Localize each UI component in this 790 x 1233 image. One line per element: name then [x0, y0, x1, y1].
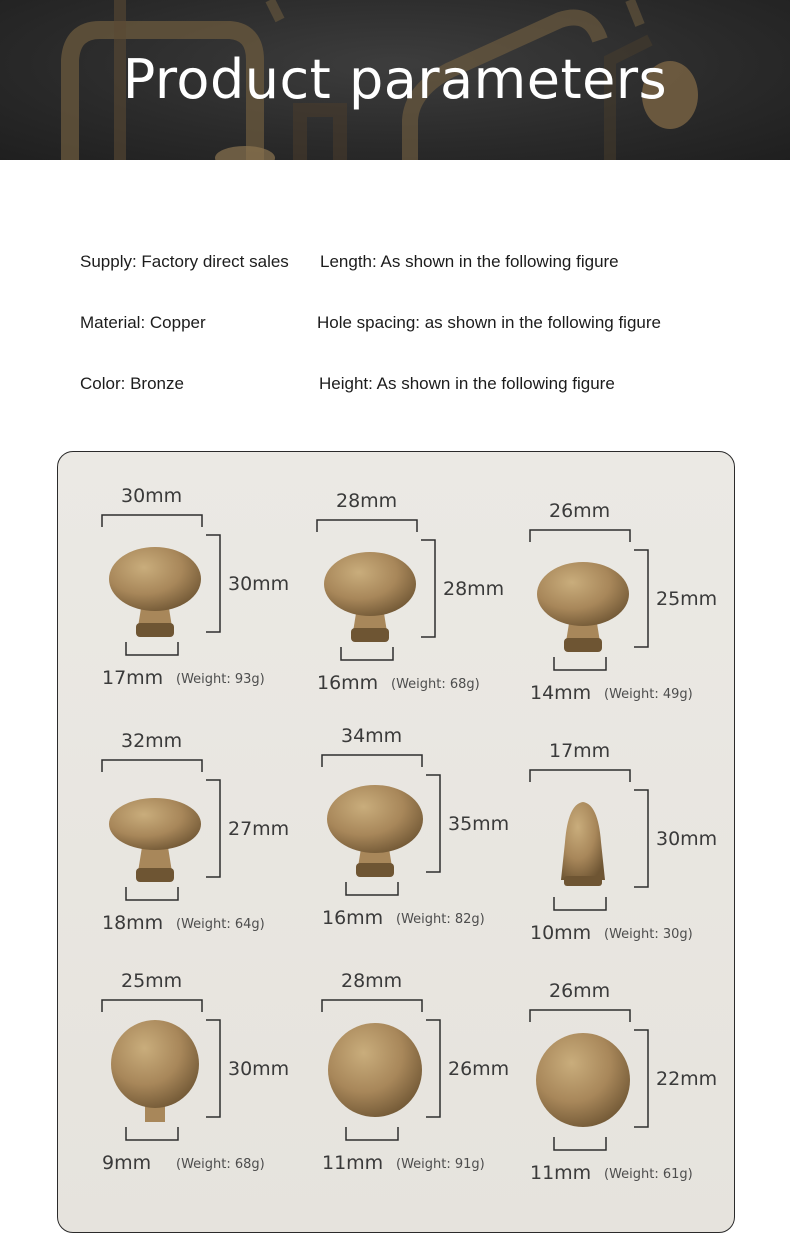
knob-image	[536, 1033, 630, 1127]
knob-base-label: 16mm	[322, 907, 384, 929]
knob-weight-label: (Weight: 61g)	[604, 1167, 693, 1182]
spec-supply: Supply: Factory direct sales	[80, 252, 289, 271]
base-bracket	[346, 882, 398, 895]
base-bracket	[554, 897, 606, 910]
knob-image	[327, 785, 423, 877]
knob-height-label: 30mm	[656, 828, 718, 850]
knob-height-label: 30mm	[228, 573, 290, 595]
knob-image	[561, 802, 605, 886]
height-bracket	[206, 780, 220, 877]
spec-material: Material: Copper	[80, 313, 206, 332]
knob-base-label: 11mm	[530, 1162, 592, 1184]
page-title: Product parameters	[122, 48, 668, 111]
width-bracket	[322, 755, 422, 767]
knob-image	[537, 562, 629, 652]
knob-width-label: 26mm	[549, 500, 611, 522]
knob-width-label: 28mm	[341, 970, 403, 992]
knob-image	[328, 1023, 422, 1117]
knob-spec-4	[78, 722, 303, 962]
knob-height-label: 35mm	[448, 813, 510, 835]
width-bracket	[530, 530, 630, 542]
height-bracket	[634, 1030, 648, 1127]
height-bracket	[206, 1020, 220, 1117]
width-bracket	[102, 760, 202, 772]
knob-width-label: 17mm	[549, 740, 611, 762]
height-bracket	[634, 790, 648, 887]
knob-image	[324, 552, 416, 642]
knob-spec-1	[78, 477, 303, 717]
knob-height-label: 26mm	[448, 1058, 510, 1080]
knob-base-label: 16mm	[317, 672, 379, 694]
spec-length: Length: As shown in the following figure	[320, 252, 619, 271]
knob-height-label: 27mm	[228, 818, 290, 840]
knob-height-label: 22mm	[656, 1068, 718, 1090]
knob-width-label: 26mm	[549, 980, 611, 1002]
knob-weight-label: (Weight: 82g)	[396, 912, 485, 927]
knob-base-label: 14mm	[530, 682, 592, 704]
knob-height-label: 30mm	[228, 1058, 290, 1080]
base-bracket	[126, 1127, 178, 1140]
width-bracket	[317, 520, 417, 532]
base-bracket	[554, 1137, 606, 1150]
knob-base-label: 9mm	[102, 1152, 152, 1174]
knob-image	[111, 1020, 199, 1122]
knob-base-label: 18mm	[102, 912, 164, 934]
width-bracket	[530, 1010, 630, 1022]
base-bracket	[554, 657, 606, 670]
height-bracket	[634, 550, 648, 647]
height-bracket	[426, 1020, 440, 1117]
width-bracket	[322, 1000, 422, 1012]
knob-weight-label: (Weight: 64g)	[176, 917, 265, 932]
spec-color: Color: Bronze	[80, 374, 184, 393]
knob-width-label: 28mm	[336, 490, 398, 512]
knob-spec-6	[506, 732, 731, 972]
dimension-panel	[57, 451, 735, 1233]
knob-image	[109, 798, 201, 882]
knob-image	[109, 547, 201, 637]
width-bracket	[102, 1000, 202, 1012]
base-bracket	[341, 647, 393, 660]
knob-weight-label: (Weight: 68g)	[391, 677, 480, 692]
knob-weight-label: (Weight: 91g)	[396, 1157, 485, 1172]
base-bracket	[346, 1127, 398, 1140]
base-bracket	[126, 887, 178, 900]
knob-width-label: 30mm	[121, 485, 183, 507]
knob-spec-8	[298, 962, 523, 1202]
knob-height-label: 28mm	[443, 578, 505, 600]
spec-hole-spacing: Hole spacing: as shown in the following figure	[317, 313, 661, 332]
knob-spec-2	[293, 482, 518, 722]
knob-spec-7	[78, 962, 303, 1202]
knob-weight-label: (Weight: 49g)	[604, 687, 693, 702]
knob-base-label: 11mm	[322, 1152, 384, 1174]
base-bracket	[126, 642, 178, 655]
knob-spec-9	[506, 972, 731, 1212]
knob-weight-label: (Weight: 68g)	[176, 1157, 265, 1172]
height-bracket	[206, 535, 220, 632]
width-bracket	[530, 770, 630, 782]
knob-width-label: 25mm	[121, 970, 183, 992]
knob-width-label: 34mm	[341, 725, 403, 747]
height-bracket	[426, 775, 440, 872]
knob-base-label: 17mm	[102, 667, 164, 689]
knob-weight-label: (Weight: 30g)	[604, 927, 693, 942]
spec-height: Height: As shown in the following figure	[319, 374, 615, 393]
knob-base-label: 10mm	[530, 922, 592, 944]
knob-width-label: 32mm	[121, 730, 183, 752]
header-banner	[0, 0, 790, 160]
knob-spec-3	[506, 492, 731, 732]
knob-weight-label: (Weight: 93g)	[176, 672, 265, 687]
knob-height-label: 25mm	[656, 588, 718, 610]
width-bracket	[102, 515, 202, 527]
knob-spec-5	[298, 717, 523, 957]
height-bracket	[421, 540, 435, 637]
